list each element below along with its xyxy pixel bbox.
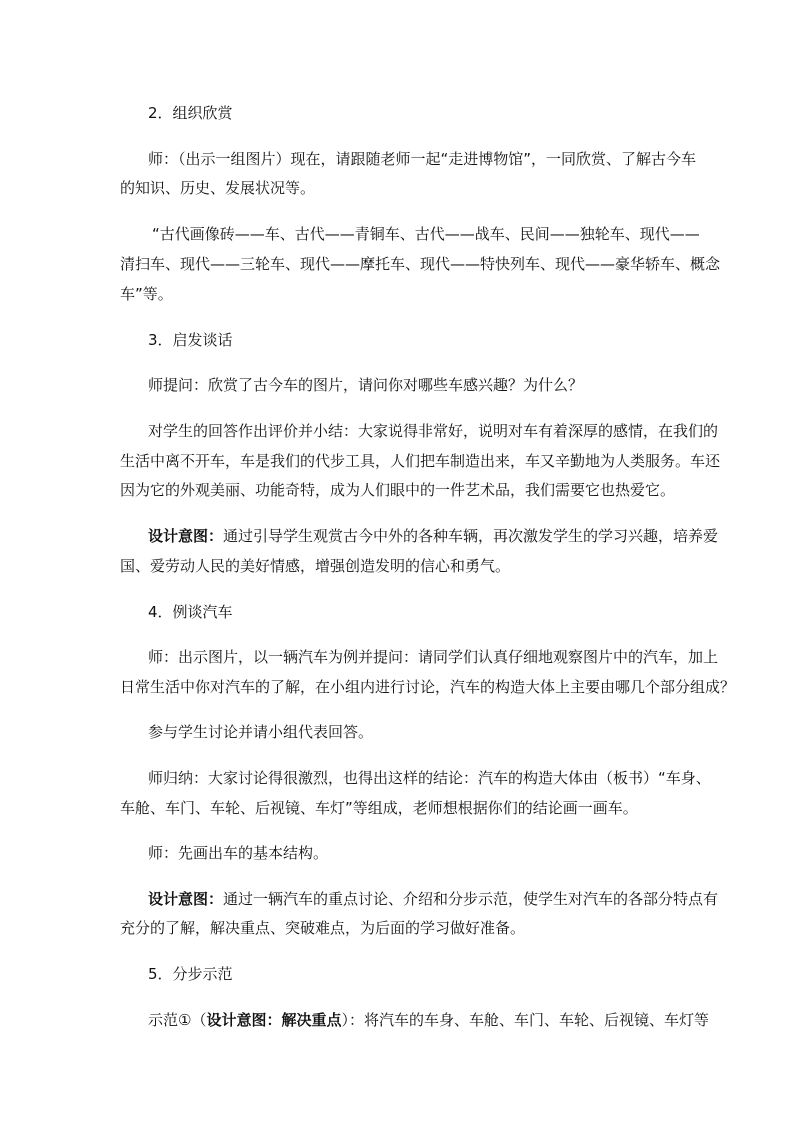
paragraph-line: 车”等。 [120,285,173,303]
paragraph-line: 生活中离不开车，车是我们的代步工具，人们把车制造出来，车又辛勤地为人类服务。车还 [120,452,721,470]
demo-suffix: ）：将汽车的车身、车舱、车门、车轮、后视镜、车灯等 [341,1011,709,1029]
section-heading: 2．组织欣赏 [148,104,233,122]
paragraph-line: 师提问：欣赏了古今车的图片，请问你对哪些车感兴趣？为什么？ [148,376,584,394]
design-intent-text: 通过一辆汽车的重点讨论、介绍和分步示范，使学生对汽车的各部分特点有 [223,890,719,908]
paragraph-line: 师：（出示一组图片）现在，请跟随老师一起“走进博物馆”，一同欣赏、了解古今车 [148,150,697,168]
paragraph-line: “古代画像砖——车、古代——青铜车、古代——战车、民间——独轮车、现代—— [152,225,700,243]
paragraph-line: 对学生的回答作出评价并小结：大家说得非常好，说明对车有着深厚的感情，在我们的 [148,422,719,440]
section-heading: 3．启发谈话 [148,331,233,349]
demo-prefix: 示范①（ [148,1011,207,1029]
section-heading: 4．例谈汽车 [148,603,233,621]
design-intent-label: 设计意图： [148,527,224,545]
demo-line [148,1010,709,1030]
paragraph-line: 清扫车、现代——三轮车、现代——摩托车、现代——特快列车、现代——豪华轿车、概念 [120,255,721,273]
paragraph-line: 师归纳：大家讨论得很激烈，也得出这样的结论：汽车的构造大体由（板书）“车身、 [148,769,711,787]
design-intent-label: 设计意图： [148,890,224,908]
section-heading: 5．分步示范 [148,965,233,983]
design-intent-text: 通过引导学生观赏古今中外的各种车辆，再次激发学生的学习兴趣，培养爱 [223,527,719,545]
design-intent-line [148,889,718,909]
paragraph-line: 参与学生讨论并请小组代表回答。 [148,723,374,741]
paragraph-line: 的知识、历史、发展状况等。 [120,179,316,197]
paragraph-line: 师：出示图片，以一辆汽车为例并提问：请同学们认真仔细地观察图片中的汽车，加上 [148,648,719,666]
design-intent-line [148,526,718,546]
paragraph-line: 充分的了解，解决重点、突破难点，为后面的学习做好准备。 [120,919,526,937]
paragraph-line: 因为它的外观美丽、功能奇特，成为人们眼中的一件艺术品，我们需要它也热爱它。 [120,481,676,499]
design-intent-label: 设计意图： [206,1011,282,1029]
paragraph-line: 国、爱劳动人民的美好情感，增强创造发明的信心和勇气。 [120,557,511,575]
paragraph-line: 日常生活中你对汽车的了解，在小组内进行讨论，汽车的构造大体上主要由哪几个部分组成？ [120,678,736,696]
paragraph-line: 车舱、车门、车轮、后视镜、车灯”等组成，老师想根据你们的结论画一画车。 [120,799,638,817]
design-intent-label-tail: 解决重点 [281,1011,342,1029]
paragraph-line: 师：先画出车的基本结构。 [148,844,329,862]
